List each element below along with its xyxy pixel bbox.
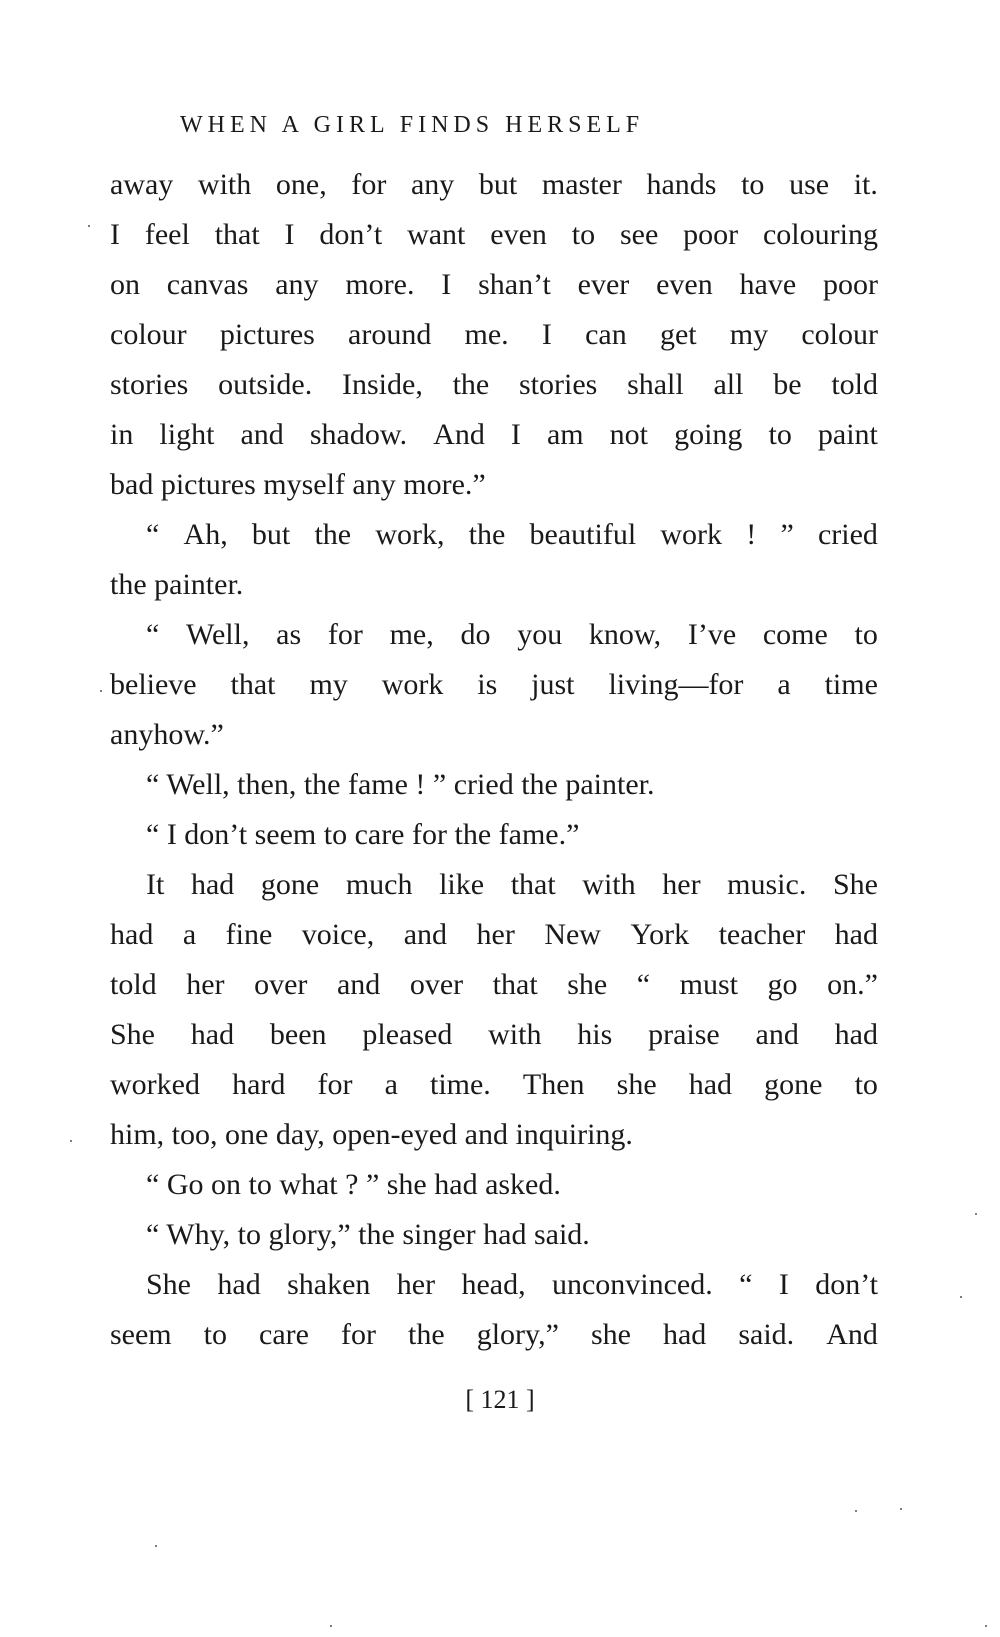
word: and [403,918,448,951]
word: hands [646,168,717,201]
word: poor [683,218,739,251]
text-line [110,1010,878,1060]
word: a [777,668,791,701]
text-line [110,910,878,960]
scan-speck [960,1296,962,1298]
word: and [240,418,284,451]
word: my [729,318,769,351]
word: to [854,618,878,651]
word: a [384,1068,398,1101]
word: York [630,918,690,951]
word: paint [817,418,878,451]
word: for [327,618,363,651]
word: away [110,168,174,201]
word: her [396,1268,436,1301]
text-line [110,810,878,860]
word: for [341,1318,376,1351]
word: voice, [301,918,375,951]
word: be [773,368,802,401]
word: glory,” [476,1318,559,1351]
word: but [251,518,291,551]
word: all [713,368,744,401]
word: said. [738,1318,795,1351]
text-line [110,160,878,210]
word: And [433,418,485,451]
word: had [190,1018,235,1051]
word: and [336,968,381,1001]
word: She [146,1268,191,1301]
word: work [660,518,723,551]
word: I [441,268,452,301]
word: that [510,868,556,901]
word: had [190,868,235,901]
word: pleased [362,1018,453,1051]
word: Well, [186,618,250,651]
word: light [159,418,215,451]
word: even [656,268,713,301]
text-line [110,210,878,260]
word: on [110,268,140,301]
text-line [110,1160,878,1210]
word: praise [648,1018,720,1051]
word: master [541,168,622,201]
word: shadow. [309,418,408,451]
word: a [182,918,197,951]
text-line [110,710,878,760]
word: that [214,218,260,251]
word: you [517,618,563,651]
word: know, [588,618,662,651]
word: She [110,1018,155,1051]
word: that [492,968,538,1001]
word: my [309,668,348,701]
word: to [571,218,596,251]
word: anyhow.” [110,718,224,751]
word: any [275,268,319,301]
word: stories [110,368,189,401]
word: is [477,668,498,701]
word: even [490,218,547,251]
word: “ Why, to glory,” the singer had said. [146,1218,590,1251]
word: am [546,418,584,451]
word: work [381,668,444,701]
word: worked [110,1068,200,1101]
word: beautiful [529,518,637,551]
word: living—for [608,668,744,701]
word: cried [817,518,878,551]
word: New [544,918,601,951]
text-line [110,560,878,610]
text-line [110,1110,878,1160]
text-line [110,960,878,1010]
word: the [468,518,506,551]
word: around [348,318,432,351]
word: had [834,918,878,951]
word: bad pictures myself any more.” [110,468,486,501]
word: over [254,968,308,1001]
word: have [739,268,797,301]
word: I [284,218,295,251]
word: her [476,918,515,951]
word: Then [522,1068,585,1101]
word: seem [110,1318,172,1351]
word: “ [739,1268,753,1301]
word: not [609,418,649,451]
word: I [778,1268,789,1301]
word: “ I don’t seem to care for the fame.” [146,818,580,851]
word: “ Well, then, the fame ! ” cried the painter. [146,768,655,801]
running-head: WHEN A GIRL FINDS HERSELF [180,112,645,138]
word: had [662,1318,707,1351]
scan-speck [155,1545,157,1547]
text-line [110,260,878,310]
word: care [259,1318,309,1351]
word: ever [577,268,630,301]
word: to [768,418,792,451]
word: told [831,368,878,401]
word: on.” [827,968,878,1001]
word: don’t [319,218,383,251]
word: going [674,418,743,451]
scan-speck [100,690,102,692]
word: her [662,868,701,901]
scan-speck [88,225,90,227]
body-text [110,160,878,1360]
word: poor [822,268,878,301]
scan-speck [900,1508,902,1510]
word: ” [780,518,794,551]
word: shaken [287,1268,371,1301]
word: the [314,518,352,551]
word: as [276,618,302,651]
word: it. [853,168,878,201]
word: must [679,968,738,1001]
text-line [110,860,878,910]
word: like [439,868,485,901]
word: can [585,318,627,351]
word: I’ve [687,618,737,651]
word: had [688,1068,733,1101]
text-line [110,1310,878,1360]
word: believe [110,668,197,701]
word: had [834,1018,878,1051]
word: in [110,418,134,451]
word: “ [146,518,160,551]
text-line [110,310,878,360]
word: over [409,968,464,1001]
word: but [478,168,518,201]
word: get [659,318,697,351]
word: for [351,168,387,201]
word: colour [110,318,187,351]
word: pictures [219,318,315,351]
word: the painter. [110,568,244,601]
scan-speck [330,1625,332,1627]
word: to [741,168,765,201]
word: work, [375,518,445,551]
word: one, [275,168,327,201]
word: with [582,868,636,901]
scan-speck [70,1140,72,1142]
word: “ [146,618,160,651]
word: me. [464,318,509,351]
word: go [767,968,798,1001]
word: want [407,218,466,251]
text-line [110,1260,878,1310]
word: shan’t [478,268,551,301]
word: use [789,168,830,201]
word: his [577,1018,613,1051]
word: music. [727,868,807,901]
word: shall [627,368,684,401]
word: And [826,1318,878,1351]
text-line [110,760,878,810]
word: him, too, one day, open-eyed and inquiring. [110,1118,633,1151]
word: for [317,1068,353,1101]
word: I [510,418,521,451]
word: canvas [166,268,249,301]
word: It [146,868,165,901]
word: head, [461,1268,526,1301]
word: colour [801,318,878,351]
word: Inside, [342,368,423,401]
text-line [110,510,878,560]
text-line [110,1060,878,1110]
word: unconvinced. [551,1268,713,1301]
word: she [616,1068,657,1101]
word: to [854,1068,878,1101]
word: stories [518,368,598,401]
word: teacher [718,918,806,951]
scan-speck [985,1625,987,1627]
word: I [541,318,552,351]
word: told [110,968,157,1001]
word: much [345,868,413,901]
text-line [110,410,878,460]
word: more. [345,268,415,301]
word: had [110,918,154,951]
word: she [567,968,608,1001]
word: gone [764,1068,823,1101]
page-number: [ 121 ] [465,1385,535,1414]
word: I [110,218,120,251]
word: just [531,668,575,701]
word: ! [746,518,757,551]
word: gone [260,868,320,901]
word: to [203,1318,228,1351]
word: “ Go on to what ? ” she had asked. [146,1168,561,1201]
word: hard [232,1068,286,1101]
word: and [755,1018,799,1051]
text-line [110,360,878,410]
word: had [217,1268,261,1301]
word: that [230,668,276,701]
word: come [762,618,828,651]
text-line [110,460,878,510]
text-line [110,1210,878,1260]
text-line [110,610,878,660]
word: fine [225,918,273,951]
word: with [197,168,252,201]
scan-speck [855,1510,857,1512]
word: with [488,1018,542,1051]
word: her [186,968,225,1001]
scan-speck [975,1213,977,1215]
text-line [110,660,878,710]
word: time. [429,1068,491,1101]
word: She [832,868,878,901]
word: Ah, [183,518,228,551]
word: see [619,218,659,251]
word: she [590,1318,631,1351]
word: “ [636,968,651,1001]
word: outside. [218,368,313,401]
word: do [460,618,491,651]
word: the [408,1318,445,1351]
word: me, [389,618,434,651]
word: been [269,1018,327,1051]
word: the [452,368,490,401]
word: time [824,668,878,701]
word: any [410,168,455,201]
word: colouring [762,218,878,251]
word: don’t [815,1268,878,1301]
word: feel [144,218,190,251]
